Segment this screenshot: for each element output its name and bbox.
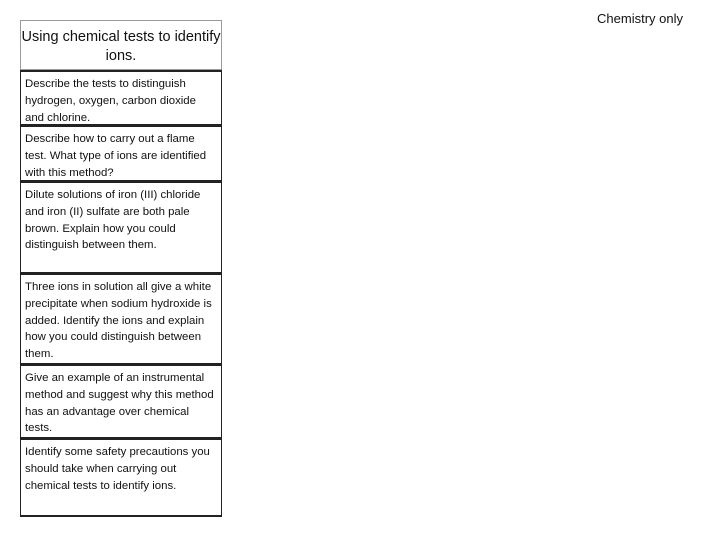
question-1: Describe the tests to distinguish hydrogen, oxygen, carbon dioxide and chlorine.	[20, 70, 222, 125]
card-title: Using chemical tests to identify ions.	[20, 20, 222, 70]
question-card	[20, 20, 222, 517]
question-4: Three ions in solution all give a white precipitate when sodium hydroxide is added. Identify the ions and explain how you could distinguish between them.	[20, 273, 222, 364]
question-3: Dilute solutions of iron (III) chloride and iron (II) sulfate are both pale brown. Explain how you could distinguish between them.	[20, 181, 222, 273]
question-2: Describe how to carry out a flame test. What type of ions are identified with this method?	[20, 125, 222, 181]
question-5: Give an example of an instrumental method and suggest why this method has an advantage over chemical tests.	[20, 364, 222, 438]
question-6: Identify some safety precautions you should take when carrying out chemical tests to identify ions.	[20, 438, 222, 517]
chemistry-only-label: Chemistry only	[597, 11, 683, 26]
